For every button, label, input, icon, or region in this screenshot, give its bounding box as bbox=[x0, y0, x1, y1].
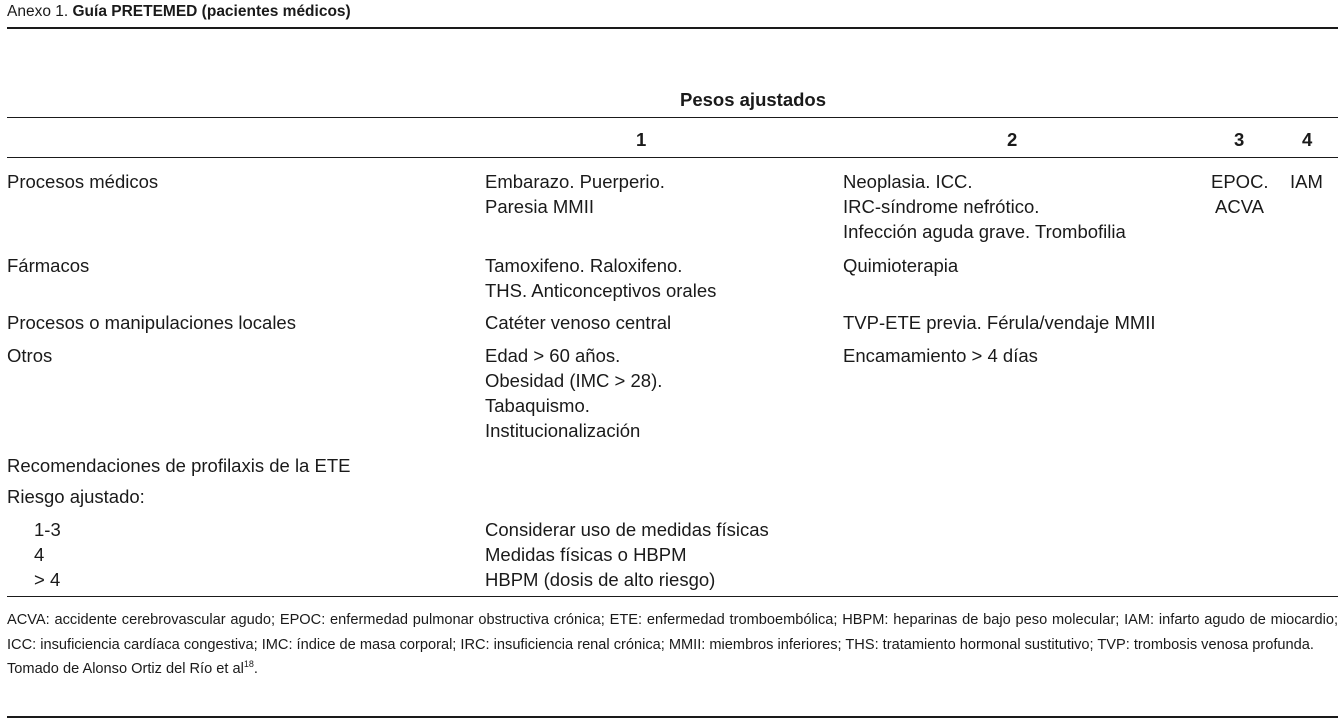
bottom-rule bbox=[7, 716, 1338, 718]
cell-weight-2 bbox=[843, 169, 1126, 244]
top-rule bbox=[7, 27, 1338, 29]
cell-weight-1 bbox=[485, 253, 716, 303]
table-bottom-rule bbox=[7, 596, 1338, 597]
cell-line: IAM bbox=[1290, 171, 1323, 192]
cell-line: Paresia MMII bbox=[485, 196, 594, 217]
risk-action: Medidas físicas o HBPM bbox=[485, 544, 687, 565]
risk-action: HBPM (dosis de alto riesgo) bbox=[485, 569, 716, 590]
cell-weight-2 bbox=[843, 253, 958, 278]
cell-line: Embarazo. Puerperio. bbox=[485, 171, 665, 192]
cell-line: Institucionalización bbox=[485, 420, 641, 441]
caption-prefix: Anexo 1. bbox=[7, 3, 73, 20]
header-rule bbox=[7, 157, 1338, 158]
table-caption bbox=[7, 3, 351, 21]
cell-line: IRC-síndrome nefrótico. bbox=[843, 196, 1040, 217]
cell-weight-1 bbox=[485, 310, 671, 335]
group-header-rule bbox=[7, 117, 1338, 118]
risk-subheading: Riesgo ajustado: bbox=[7, 486, 145, 507]
risk-level: > 4 bbox=[34, 569, 61, 590]
risk-level: 1-3 bbox=[34, 519, 61, 540]
source-note bbox=[7, 657, 1338, 682]
caption-title: Guía PRETEMED (pacientes médicos) bbox=[72, 3, 351, 20]
col-header-2: 2 bbox=[1007, 129, 1018, 150]
recommendations-heading: Recomendaciones de profilaxis de la ETE bbox=[7, 455, 351, 476]
col-header-1: 1 bbox=[636, 129, 647, 150]
risk-action: Considerar uso de medidas físicas bbox=[485, 519, 769, 540]
cell-line: Edad > 60 años. bbox=[485, 345, 621, 366]
cell-line: ACVA bbox=[1215, 196, 1265, 217]
cell-line: Obesidad (IMC > 28). bbox=[485, 370, 663, 391]
row-label: Fármacos bbox=[7, 255, 90, 276]
group-header: Pesos ajustados bbox=[680, 89, 827, 110]
source-reference: 18 bbox=[243, 659, 254, 669]
table-footnote bbox=[7, 608, 1338, 682]
cell-line: Tamoxifeno. Raloxifeno. bbox=[485, 255, 683, 276]
row-label: Procesos o manipulaciones locales bbox=[7, 312, 296, 333]
cell-weight-4 bbox=[1290, 169, 1323, 194]
cell-weight-2 bbox=[843, 310, 1156, 335]
cell-line: EPOC. bbox=[1211, 171, 1269, 192]
risk-level: 4 bbox=[34, 544, 45, 565]
row-label: Otros bbox=[7, 345, 53, 366]
cell-weight-1 bbox=[485, 343, 662, 443]
cell-line: Catéter venoso central bbox=[485, 312, 672, 333]
cell-line: Neoplasia. ICC. bbox=[843, 171, 973, 192]
cell-weight-2 bbox=[843, 343, 1038, 368]
cell-line: THS. Anticonceptivos orales bbox=[485, 280, 717, 301]
source-end: . bbox=[253, 661, 258, 677]
cell-line: Quimioterapia bbox=[843, 255, 959, 276]
cell-line: Tabaquismo. bbox=[485, 395, 590, 416]
col-header-4: 4 bbox=[1302, 129, 1313, 150]
abbreviations-note: ACVA: accidente cerebrovascular agudo; EPOC: enfermedad pulmonar obstructiva crónica; ETE: enfermedad tromboembólica; HBPM: heparinas de bajo peso molecular; IAM: infarto agudo de miocardio; ICC: insuficiencia cardíaca congestiva; IMC: índice de masa corporal; IRC: insuficiencia renal crónica; MMII: miembros inferiores; THS: tratamiento hormonal sustitutivo; TVP: trombosis venosa profunda. bbox=[7, 612, 1338, 653]
source-text: Tomado de Alonso Ortiz del Río et al bbox=[7, 661, 244, 677]
cell-weight-1 bbox=[485, 169, 665, 219]
cell-line: Encamamiento > 4 días bbox=[843, 345, 1038, 366]
cell-weight-3 bbox=[1211, 169, 1269, 219]
cell-line: Infección aguda grave. Trombofilia bbox=[843, 221, 1126, 242]
cell-line: TVP-ETE previa. Férula/vendaje MMII bbox=[843, 312, 1156, 333]
row-label: Procesos médicos bbox=[7, 171, 159, 192]
col-header-3: 3 bbox=[1234, 129, 1245, 150]
